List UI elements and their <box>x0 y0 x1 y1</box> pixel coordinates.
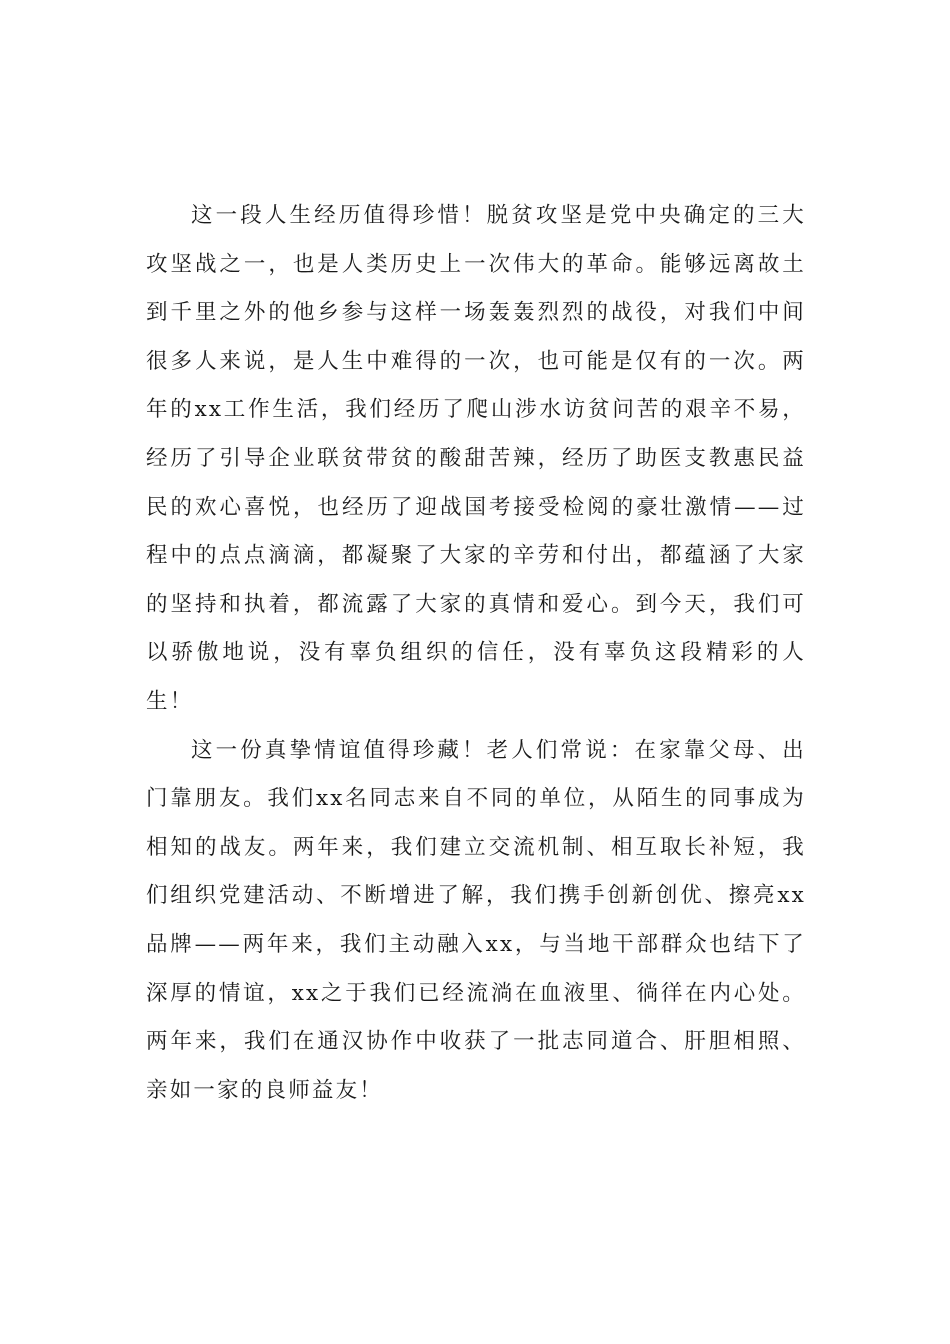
document-body <box>146 192 806 1115</box>
paragraph-2: 这一份真挚情谊值得珍藏！老人们常说：在家靠父母、出门靠朋友。我们xx名同志来自不同的单位，从陌生的同事成为相知的战友。两年来，我们建立交流机制、相互取长补短，我们组织党建活动、不断增进了解，我们携手创新创优、擦亮xx品牌——两年来，我们主动融入xx，与当地干部群众也结下了深厚的情谊，xx之于我们已经流淌在血液里、徜徉在内心处。两年来，我们在通汉协作中收获了一批志同道合、肝胆相照、亲如一家的良师益友！ <box>146 737 806 1103</box>
paragraph-1: 这一段人生经历值得珍惜！脱贫攻坚是党中央确定的三大攻坚战之一，也是人类历史上一次伟大的革命。能够远离故土到千里之外的他乡参与这样一场轰轰烈烈的战役，对我们中间很多人来说，是人生中难得的一次，也可能是仅有的一次。两年的xx工作生活，我们经历了爬山涉水访贫问苦的艰辛不易，经历了引导企业联贫带贫的酸甜苦辣，经历了助医支教惠民益民的欢心喜悦，也经历了迎战国考接受检阅的豪壮激情——过程中的点点滴滴，都凝聚了大家的辛劳和付出，都蕴涵了大家的坚持和执着，都流露了大家的真情和爱心。到今天，我们可以骄傲地说，没有辜负组织的信任，没有辜负这段精彩的人生！ <box>146 203 806 714</box>
